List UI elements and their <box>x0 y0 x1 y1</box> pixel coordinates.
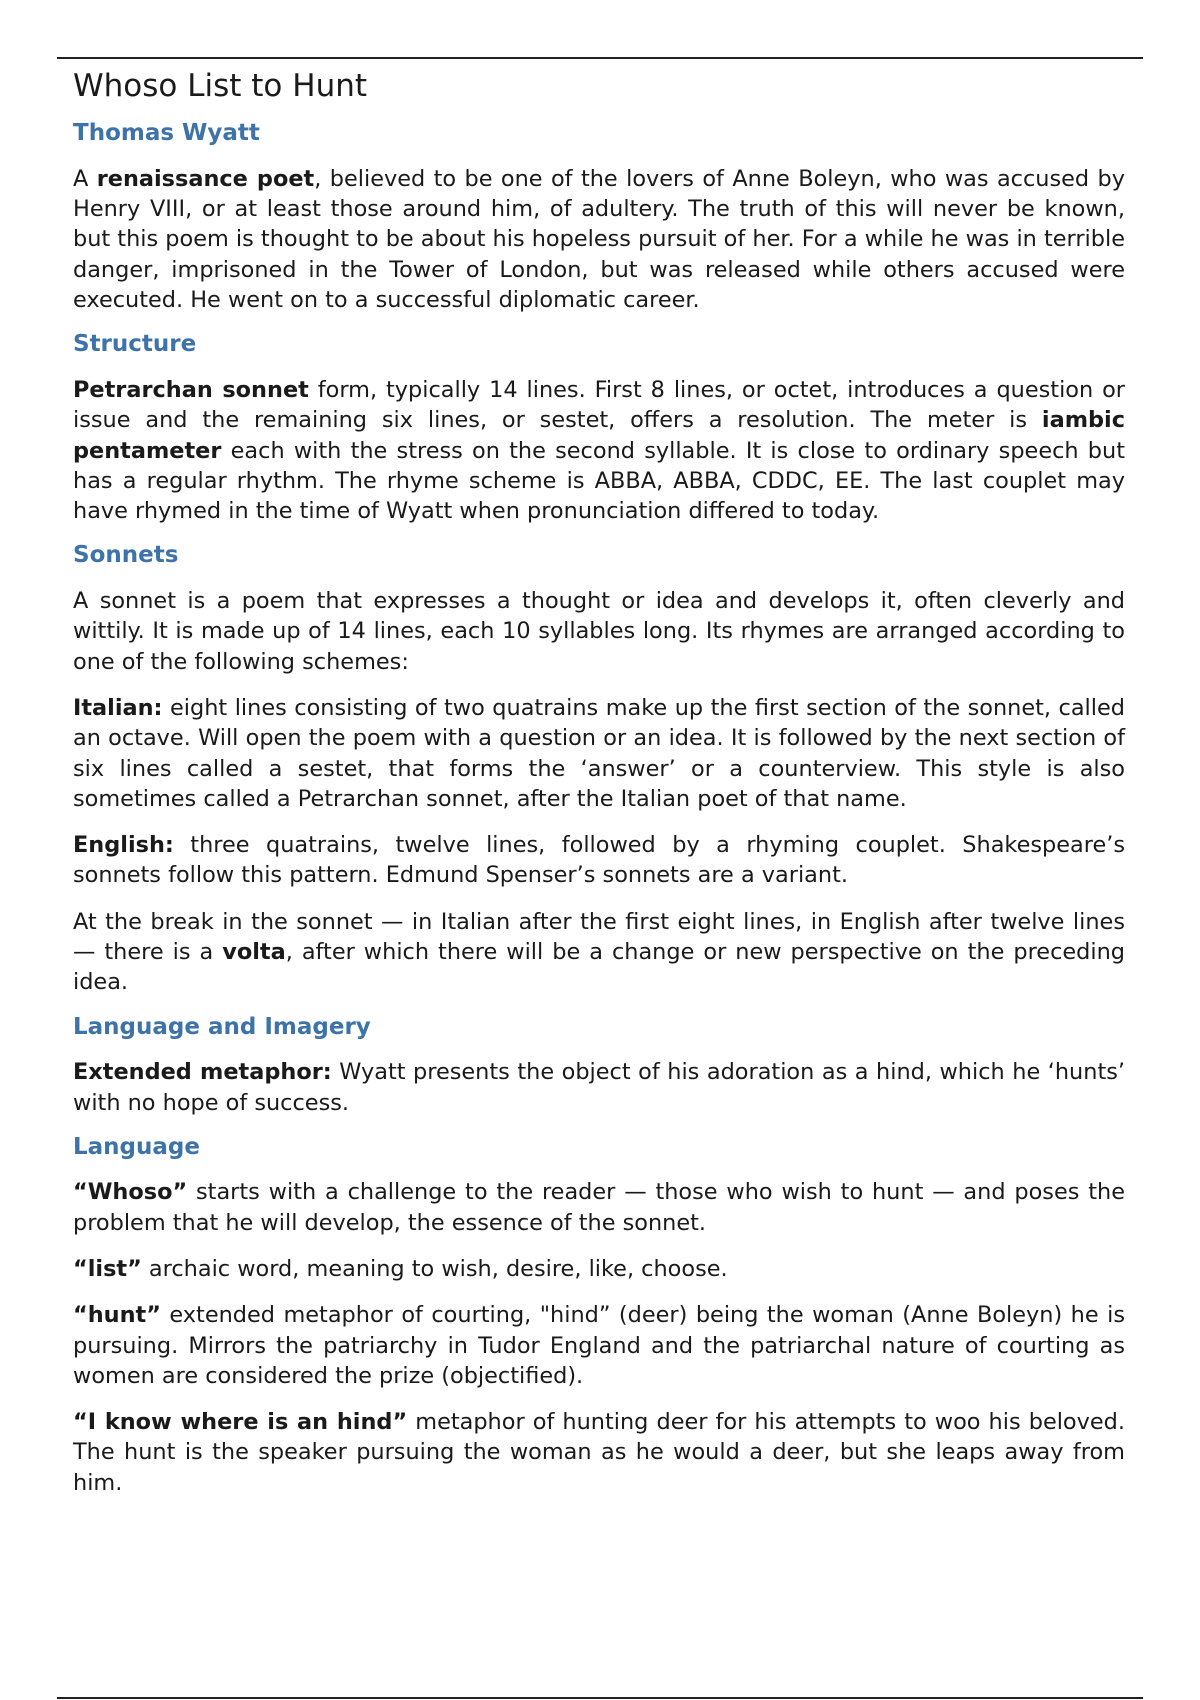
paragraph-quote-hunt <box>73 1300 1125 1391</box>
paragraph-extended-metaphor <box>73 1057 1125 1118</box>
bold-term-italian: Italian: <box>73 694 163 721</box>
bold-quote-list: “list” <box>73 1255 142 1282</box>
text-run: each with the stress on the second syllable. It is close to ordinary speech but has a regular rhythm. The rhyme scheme is ABBA, ABBA, CDDC, EE. The last couplet may have rhymed in the time of Wyatt when pronunciation differed to today. <box>73 437 1125 525</box>
text-run: A <box>73 165 97 192</box>
document-page <box>73 66 1125 1514</box>
text-run: archaic word, meaning to wish, desire, like, choose. <box>141 1255 728 1282</box>
paragraph-volta <box>73 907 1125 998</box>
document-title: Whoso List to Hunt <box>73 68 368 104</box>
bold-term-iambic-pentameter: iambic pentameter <box>73 407 1125 464</box>
text-run: Wyatt presents the object of his adoration as a hind, which he ‘hunts’ with no hope of success. <box>73 1059 1125 1116</box>
bold-term-extended-metaphor: Extended metaphor: <box>73 1059 332 1086</box>
bold-term-petrarchan-sonnet: Petrarchan sonnet <box>73 376 309 403</box>
paragraph-italian-sonnet <box>73 693 1125 814</box>
section-heading-sonnets: Sonnets <box>73 542 179 569</box>
text-run: eight lines consisting of two quatrains make up the first section of the sonnet, called an octave. Will open the poem with a question or an idea. It is followed by the next section of six lines called a sestet, that forms the ‘answer’ or a counterview. This style is also sometimes called a Petrarchan sonnet, after the Italian poet of that name. <box>73 694 1125 812</box>
text-run: At the break in the sonnet — in Italian after the first eight lines, in English after twelve lines — there is a <box>73 908 1125 966</box>
text-run: , after which there will be a change or new perspective on the preceding idea. <box>73 939 1125 996</box>
bold-term-volta: volta <box>222 939 286 966</box>
text-run: , believed to be one of the lovers of Anne Boleyn, who was accused by Henry VIII, or at least those around him, of adultery. The truth of this will never be known, but this poem is thought to be about his hopeless pursuit of her. For a while he was in terrible danger, imprisoned in the Tower of London, but was released while others accused were executed. He went on to a successful diplomatic career. <box>73 165 1125 314</box>
bold-quote-hind: “I know where is an hind” <box>73 1409 408 1436</box>
paragraph-english-sonnet <box>73 830 1125 891</box>
paragraph-quote-list <box>73 1254 1125 1284</box>
paragraph-sonnet-definition: A sonnet is a poem that expresses a thought or idea and develops it, often cleverly and wittily. It is made up of 14 lines, each 10 syllables long. Its rhymes are arranged according to one of the following schemes: <box>73 588 1125 675</box>
text-run: starts with a challenge to the reader — those who wish to hunt — and poses the problem that he will develop, the essence of the sonnet. <box>73 1179 1125 1236</box>
text-run: form, typically 14 lines. First 8 lines, or octet, introduces a question or issue and the remaining six lines, or sestet, offers a resolution. The meter is <box>73 376 1126 434</box>
top-rule <box>57 57 1143 59</box>
section-heading-structure: Structure <box>73 331 197 358</box>
bold-term-english: English: <box>73 832 174 859</box>
paragraph-quote-whoso <box>73 1177 1125 1238</box>
bold-term-renaissance-poet: renaissance poet <box>96 165 315 192</box>
bold-quote-hunt: “hunt” <box>73 1302 161 1329</box>
section-heading-thomas-wyatt: Thomas Wyatt <box>73 120 260 147</box>
paragraph-wyatt-bio <box>73 164 1125 315</box>
text-run: metaphor of hunting deer for his attempts to woo his beloved. The hunt is the speaker pursuing the woman as he would a deer, but she leaps away from him. <box>73 1409 1125 1496</box>
paragraph-structure <box>73 375 1125 526</box>
bold-quote-whoso: “Whoso” <box>73 1179 188 1206</box>
paragraph-quote-hind <box>73 1407 1125 1498</box>
text-run: extended metaphor of courting, "hind” (deer) being the woman (Anne Boleyn) he is pursuing. Mirrors the patriarchy in Tudor England and the patriarchal nature of courting as women are considered the prize (objectified). <box>73 1302 1125 1389</box>
bottom-rule <box>57 1697 1143 1699</box>
section-heading-language: Language <box>73 1133 200 1160</box>
text-run: three quatrains, twelve lines, followed by a rhyming couplet. Shakespeare’s sonnets follow this pattern. Edmund Spenser’s sonnets are a variant. <box>73 832 1125 889</box>
section-heading-language-and-imagery: Language and Imagery <box>73 1013 371 1040</box>
